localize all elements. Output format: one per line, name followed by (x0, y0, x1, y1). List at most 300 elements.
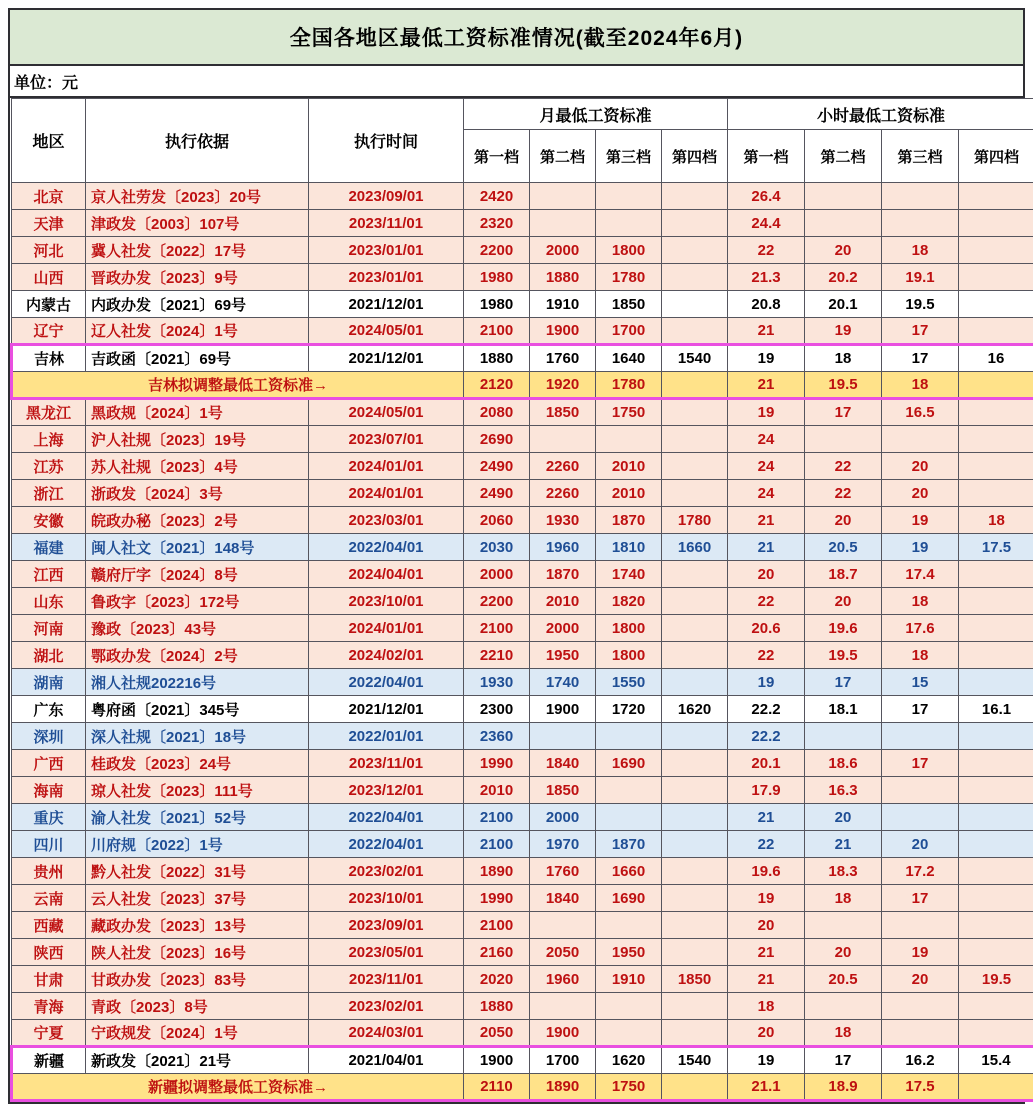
monthly-tier1-cell: 2200 (464, 588, 530, 615)
hourly-tier2-cell: 18.9 (805, 1074, 882, 1101)
monthly-tier3-cell: 1690 (596, 750, 662, 777)
monthly-tier4-cell (662, 264, 728, 291)
hourly-tier1-cell: 21 (728, 534, 805, 561)
hourly-tier2-cell: 17 (805, 1047, 882, 1074)
basis-cell: 川府规〔2022〕1号 (86, 831, 309, 858)
hourly-tier3-cell: 17 (882, 750, 959, 777)
region-cell: 山东 (12, 588, 86, 615)
hourly-tier3-cell: 18 (882, 588, 959, 615)
hourly-tier4-cell (959, 399, 1033, 426)
table-row (12, 507, 1033, 534)
hourly-tier1-cell: 21 (728, 966, 805, 993)
hourly-tier4-cell (959, 588, 1033, 615)
monthly-tier1-cell: 1880 (464, 993, 530, 1020)
monthly-tier2-cell (530, 210, 596, 237)
monthly-tier4-cell (662, 237, 728, 264)
monthly-tier2-cell: 1850 (530, 399, 596, 426)
monthly-tier1-cell: 1880 (464, 345, 530, 372)
hourly-tier3-cell: 18 (882, 237, 959, 264)
monthly-tier2-cell: 1910 (530, 291, 596, 318)
date-cell: 2021/12/01 (309, 345, 464, 372)
monthly-tier2-cell (530, 723, 596, 750)
region-cell: 吉林 (12, 345, 86, 372)
monthly-tier3-cell: 1850 (596, 291, 662, 318)
monthly-tier4-cell (662, 1020, 728, 1047)
hourly-tier3-cell: 19 (882, 507, 959, 534)
hourly-tier4-cell (959, 858, 1033, 885)
table-row (12, 858, 1033, 885)
monthly-tier1-cell: 1980 (464, 291, 530, 318)
basis-cell: 苏人社规〔2023〕4号 (86, 453, 309, 480)
table-row (12, 1047, 1033, 1074)
hourly-tier2-cell: 20.5 (805, 534, 882, 561)
hourly-tier2-cell: 19.6 (805, 615, 882, 642)
date-cell: 2024/02/01 (309, 642, 464, 669)
basis-cell: 鄂政办发〔2024〕2号 (86, 642, 309, 669)
region-cell: 甘肃 (12, 966, 86, 993)
basis-cell: 鲁政字〔2023〕172号 (86, 588, 309, 615)
region-cell: 河北 (12, 237, 86, 264)
monthly-tier3-cell (596, 804, 662, 831)
table-header (12, 99, 1033, 183)
basis-cell: 甘政办发〔2023〕83号 (86, 966, 309, 993)
monthly-tier1-cell: 2110 (464, 1074, 530, 1101)
hourly-tier3-cell: 17 (882, 318, 959, 345)
monthly-tier4-cell (662, 318, 728, 345)
date-cell: 2024/01/01 (309, 480, 464, 507)
date-cell: 2023/05/01 (309, 939, 464, 966)
basis-cell: 云人社发〔2023〕37号 (86, 885, 309, 912)
monthly-tier1-cell: 1890 (464, 858, 530, 885)
monthly-tier2-cell: 1840 (530, 885, 596, 912)
date-cell: 2023/01/01 (309, 237, 464, 264)
hourly-tier2-cell: 19 (805, 318, 882, 345)
adjust-row (12, 372, 1033, 399)
monthly-tier4-cell (662, 210, 728, 237)
hourly-tier2-cell: 20.2 (805, 264, 882, 291)
monthly-tier4-cell (662, 777, 728, 804)
hourly-tier4-cell (959, 885, 1033, 912)
region-cell: 深圳 (12, 723, 86, 750)
hourly-tier3-cell: 19 (882, 534, 959, 561)
table-row (12, 885, 1033, 912)
hourly-tier4-cell: 15.4 (959, 1047, 1033, 1074)
monthly-tier3-cell (596, 723, 662, 750)
hourly-tier3-cell: 19.1 (882, 264, 959, 291)
date-cell: 2023/01/01 (309, 264, 464, 291)
monthly-tier2-cell: 2010 (530, 588, 596, 615)
hourly-tier2-cell: 19.5 (805, 372, 882, 399)
hourly-tier4-cell: 19.5 (959, 966, 1033, 993)
table-row (12, 777, 1033, 804)
hourly-tier2-cell: 20 (805, 588, 882, 615)
hourly-tier3-cell (882, 993, 959, 1020)
hourly-tier4-cell (959, 291, 1033, 318)
basis-cell: 冀人社发〔2022〕17号 (86, 237, 309, 264)
hourly-tier1-cell: 18 (728, 993, 805, 1020)
table-row (12, 966, 1033, 993)
basis-cell: 宁政规发〔2024〕1号 (86, 1020, 309, 1047)
monthly-tier1-cell: 2050 (464, 1020, 530, 1047)
region-cell: 安徽 (12, 507, 86, 534)
basis-cell: 湘人社规202216号 (86, 669, 309, 696)
hourly-tier4-cell: 16.1 (959, 696, 1033, 723)
monthly-tier2-cell: 2000 (530, 804, 596, 831)
date-cell: 2024/04/01 (309, 561, 464, 588)
monthly-tier1-cell: 2300 (464, 696, 530, 723)
basis-cell: 京人社劳发〔2023〕20号 (86, 183, 309, 210)
col-group-monthly: 月最低工资标准 (464, 99, 728, 130)
hourly-tier1-cell: 20.6 (728, 615, 805, 642)
region-cell: 重庆 (12, 804, 86, 831)
monthly-tier4-cell (662, 858, 728, 885)
monthly-tier3-cell: 1750 (596, 1074, 662, 1101)
hourly-tier4-cell (959, 669, 1033, 696)
table-row (12, 588, 1033, 615)
col-header-monthly-tier1: 第一档 (464, 130, 530, 183)
basis-cell: 辽人社发〔2024〕1号 (86, 318, 309, 345)
hourly-tier1-cell: 20 (728, 912, 805, 939)
wage-table (10, 98, 1033, 1102)
hourly-tier2-cell: 20 (805, 804, 882, 831)
monthly-tier2-cell: 1840 (530, 750, 596, 777)
hourly-tier3-cell: 17.2 (882, 858, 959, 885)
hourly-tier2-cell (805, 210, 882, 237)
monthly-tier1-cell: 1990 (464, 885, 530, 912)
hourly-tier4-cell (959, 210, 1033, 237)
monthly-tier3-cell (596, 210, 662, 237)
hourly-tier1-cell: 21 (728, 804, 805, 831)
monthly-tier3-cell (596, 426, 662, 453)
minimum-wage-sheet (8, 8, 1025, 1104)
hourly-tier3-cell (882, 777, 959, 804)
monthly-tier3-cell (596, 1020, 662, 1047)
monthly-tier2-cell: 1900 (530, 696, 596, 723)
monthly-tier1-cell: 2200 (464, 237, 530, 264)
region-cell: 山西 (12, 264, 86, 291)
monthly-tier3-cell: 1550 (596, 669, 662, 696)
date-cell: 2022/04/01 (309, 804, 464, 831)
monthly-tier1-cell: 2490 (464, 480, 530, 507)
hourly-tier1-cell: 19 (728, 669, 805, 696)
table-row (12, 669, 1033, 696)
hourly-tier1-cell: 22 (728, 588, 805, 615)
monthly-tier4-cell (662, 831, 728, 858)
monthly-tier4-cell (662, 642, 728, 669)
monthly-tier3-cell: 1820 (596, 588, 662, 615)
monthly-tier3-cell: 2010 (596, 453, 662, 480)
monthly-tier4-cell (662, 399, 728, 426)
hourly-tier1-cell: 17.9 (728, 777, 805, 804)
monthly-tier3-cell: 1700 (596, 318, 662, 345)
hourly-tier2-cell: 18 (805, 345, 882, 372)
hourly-tier4-cell (959, 642, 1033, 669)
region-cell: 四川 (12, 831, 86, 858)
hourly-tier2-cell: 20 (805, 507, 882, 534)
date-cell: 2023/09/01 (309, 912, 464, 939)
monthly-tier1-cell: 1980 (464, 264, 530, 291)
hourly-tier2-cell (805, 723, 882, 750)
hourly-tier4-cell (959, 264, 1033, 291)
date-cell: 2024/05/01 (309, 399, 464, 426)
monthly-tier2-cell (530, 426, 596, 453)
hourly-tier3-cell: 20 (882, 453, 959, 480)
hourly-tier2-cell: 20.1 (805, 291, 882, 318)
hourly-tier4-cell (959, 1020, 1033, 1047)
hourly-tier1-cell: 21.3 (728, 264, 805, 291)
region-cell: 黑龙江 (12, 399, 86, 426)
hourly-tier4-cell (959, 318, 1033, 345)
monthly-tier4-cell (662, 993, 728, 1020)
monthly-tier3-cell: 1690 (596, 885, 662, 912)
monthly-tier2-cell: 1900 (530, 1020, 596, 1047)
date-cell: 2022/01/01 (309, 723, 464, 750)
monthly-tier3-cell: 1660 (596, 858, 662, 885)
date-cell: 2022/04/01 (309, 669, 464, 696)
monthly-tier4-cell (662, 615, 728, 642)
monthly-tier3-cell: 1870 (596, 507, 662, 534)
hourly-tier2-cell: 21 (805, 831, 882, 858)
hourly-tier1-cell: 19 (728, 1047, 805, 1074)
hourly-tier3-cell: 20 (882, 831, 959, 858)
basis-cell: 桂政发〔2023〕24号 (86, 750, 309, 777)
hourly-tier1-cell: 22 (728, 237, 805, 264)
monthly-tier2-cell: 2050 (530, 939, 596, 966)
hourly-tier2-cell (805, 993, 882, 1020)
hourly-tier2-cell: 18 (805, 1020, 882, 1047)
monthly-tier1-cell: 2100 (464, 912, 530, 939)
region-cell: 广西 (12, 750, 86, 777)
hourly-tier2-cell (805, 912, 882, 939)
hourly-tier2-cell: 22 (805, 453, 882, 480)
hourly-tier3-cell: 19.5 (882, 291, 959, 318)
date-cell: 2023/07/01 (309, 426, 464, 453)
basis-cell: 黑政规〔2024〕1号 (86, 399, 309, 426)
unit-label: 单位：元 (10, 66, 1023, 98)
hourly-tier1-cell: 21 (728, 318, 805, 345)
monthly-tier2-cell: 1970 (530, 831, 596, 858)
basis-cell: 浙政发〔2024〕3号 (86, 480, 309, 507)
monthly-tier3-cell (596, 993, 662, 1020)
region-cell: 江苏 (12, 453, 86, 480)
hourly-tier1-cell: 24 (728, 480, 805, 507)
hourly-tier3-cell: 17 (882, 885, 959, 912)
monthly-tier3-cell: 1750 (596, 399, 662, 426)
monthly-tier1-cell: 2160 (464, 939, 530, 966)
monthly-tier3-cell: 1910 (596, 966, 662, 993)
basis-cell: 黔人社发〔2022〕31号 (86, 858, 309, 885)
hourly-tier3-cell: 16.5 (882, 399, 959, 426)
monthly-tier2-cell: 1930 (530, 507, 596, 534)
basis-cell: 内政办发〔2021〕69号 (86, 291, 309, 318)
monthly-tier2-cell: 1870 (530, 561, 596, 588)
table-row (12, 426, 1033, 453)
region-cell: 云南 (12, 885, 86, 912)
monthly-tier3-cell: 1800 (596, 237, 662, 264)
date-cell: 2023/10/01 (309, 885, 464, 912)
table-row (12, 399, 1033, 426)
hourly-tier4-cell (959, 372, 1033, 399)
date-cell: 2022/04/01 (309, 831, 464, 858)
hourly-tier3-cell: 20 (882, 480, 959, 507)
monthly-tier4-cell (662, 561, 728, 588)
basis-cell: 琼人社发〔2023〕111号 (86, 777, 309, 804)
monthly-tier2-cell: 2000 (530, 237, 596, 264)
monthly-tier3-cell: 1950 (596, 939, 662, 966)
monthly-tier3-cell (596, 183, 662, 210)
hourly-tier4-cell (959, 939, 1033, 966)
monthly-tier1-cell: 1930 (464, 669, 530, 696)
monthly-tier2-cell: 1900 (530, 318, 596, 345)
monthly-tier1-cell: 2490 (464, 453, 530, 480)
date-cell: 2024/03/01 (309, 1020, 464, 1047)
monthly-tier4-cell (662, 426, 728, 453)
monthly-tier3-cell: 1800 (596, 642, 662, 669)
table-row (12, 804, 1033, 831)
adjust-label-cell: 新疆拟调整最低工资标准→ (12, 1074, 464, 1101)
monthly-tier4-cell: 1540 (662, 1047, 728, 1074)
hourly-tier4-cell (959, 912, 1033, 939)
monthly-tier2-cell: 2260 (530, 480, 596, 507)
region-cell: 宁夏 (12, 1020, 86, 1047)
date-cell: 2024/01/01 (309, 615, 464, 642)
monthly-tier1-cell: 2010 (464, 777, 530, 804)
monthly-tier2-cell: 1890 (530, 1074, 596, 1101)
monthly-tier4-cell: 1850 (662, 966, 728, 993)
adjust-label-cell: 吉林拟调整最低工资标准→ (12, 372, 464, 399)
hourly-tier4-cell (959, 723, 1033, 750)
monthly-tier2-cell: 1740 (530, 669, 596, 696)
col-group-hourly: 小时最低工资标准 (728, 99, 1033, 130)
hourly-tier3-cell (882, 183, 959, 210)
table-row (12, 642, 1033, 669)
hourly-tier3-cell (882, 723, 959, 750)
monthly-tier4-cell (662, 183, 728, 210)
hourly-tier3-cell: 18 (882, 642, 959, 669)
hourly-tier3-cell (882, 912, 959, 939)
table-row (12, 696, 1033, 723)
hourly-tier1-cell: 21 (728, 939, 805, 966)
hourly-tier2-cell: 19.5 (805, 642, 882, 669)
monthly-tier1-cell: 2060 (464, 507, 530, 534)
monthly-tier4-cell (662, 885, 728, 912)
table-row (12, 237, 1033, 264)
monthly-tier2-cell: 2260 (530, 453, 596, 480)
basis-cell: 沪人社规〔2023〕19号 (86, 426, 309, 453)
hourly-tier2-cell (805, 183, 882, 210)
hourly-tier1-cell: 19 (728, 885, 805, 912)
monthly-tier3-cell: 1810 (596, 534, 662, 561)
basis-cell: 吉政函〔2021〕69号 (86, 345, 309, 372)
region-cell: 新疆 (12, 1047, 86, 1074)
monthly-tier1-cell: 1990 (464, 750, 530, 777)
date-cell: 2023/12/01 (309, 777, 464, 804)
hourly-tier1-cell: 21 (728, 507, 805, 534)
hourly-tier2-cell: 20 (805, 939, 882, 966)
hourly-tier1-cell: 22.2 (728, 723, 805, 750)
adjust-row (12, 1074, 1033, 1101)
date-cell: 2022/04/01 (309, 534, 464, 561)
monthly-tier2-cell (530, 912, 596, 939)
col-header-basis: 执行依据 (86, 99, 309, 183)
region-cell: 西藏 (12, 912, 86, 939)
hourly-tier4-cell (959, 831, 1033, 858)
monthly-tier1-cell: 2030 (464, 534, 530, 561)
date-cell: 2023/02/01 (309, 993, 464, 1020)
page-title: 全国各地区最低工资标准情况(截至2024年6月) (10, 10, 1023, 66)
table-row (12, 831, 1033, 858)
basis-cell: 青政〔2023〕8号 (86, 993, 309, 1020)
hourly-tier1-cell: 21 (728, 372, 805, 399)
monthly-tier2-cell: 1850 (530, 777, 596, 804)
hourly-tier3-cell: 17.6 (882, 615, 959, 642)
region-cell: 河南 (12, 615, 86, 642)
hourly-tier3-cell: 18 (882, 372, 959, 399)
hourly-tier1-cell: 20.8 (728, 291, 805, 318)
hourly-tier4-cell (959, 615, 1033, 642)
date-cell: 2021/04/01 (309, 1047, 464, 1074)
monthly-tier3-cell (596, 777, 662, 804)
monthly-tier1-cell: 2080 (464, 399, 530, 426)
monthly-tier1-cell: 2100 (464, 831, 530, 858)
monthly-tier2-cell: 1950 (530, 642, 596, 669)
hourly-tier1-cell: 24.4 (728, 210, 805, 237)
col-header-monthly-tier2: 第二档 (530, 130, 596, 183)
table-row (12, 723, 1033, 750)
monthly-tier4-cell (662, 750, 728, 777)
monthly-tier4-cell (662, 669, 728, 696)
hourly-tier4-cell (959, 777, 1033, 804)
monthly-tier2-cell: 1760 (530, 858, 596, 885)
monthly-tier2-cell: 1700 (530, 1047, 596, 1074)
hourly-tier3-cell: 17.5 (882, 1074, 959, 1101)
hourly-tier3-cell: 17 (882, 696, 959, 723)
hourly-tier2-cell: 16.3 (805, 777, 882, 804)
hourly-tier2-cell: 18 (805, 885, 882, 912)
monthly-tier1-cell: 2100 (464, 615, 530, 642)
region-cell: 贵州 (12, 858, 86, 885)
hourly-tier3-cell: 19 (882, 939, 959, 966)
date-cell: 2024/05/01 (309, 318, 464, 345)
hourly-tier1-cell: 21.1 (728, 1074, 805, 1101)
region-cell: 北京 (12, 183, 86, 210)
hourly-tier1-cell: 24 (728, 453, 805, 480)
monthly-tier4-cell (662, 939, 728, 966)
hourly-tier1-cell: 20.1 (728, 750, 805, 777)
table-row (12, 453, 1033, 480)
monthly-tier4-cell (662, 804, 728, 831)
table-row (12, 615, 1033, 642)
date-cell: 2023/11/01 (309, 966, 464, 993)
monthly-tier4-cell: 1660 (662, 534, 728, 561)
hourly-tier1-cell: 20 (728, 561, 805, 588)
col-header-hourly-tier1: 第一档 (728, 130, 805, 183)
basis-cell: 渝人社发〔2021〕52号 (86, 804, 309, 831)
monthly-tier1-cell: 2320 (464, 210, 530, 237)
monthly-tier1-cell: 2690 (464, 426, 530, 453)
basis-cell: 新政发〔2021〕21号 (86, 1047, 309, 1074)
basis-cell: 粤府函〔2021〕345号 (86, 696, 309, 723)
hourly-tier3-cell: 17.4 (882, 561, 959, 588)
monthly-tier2-cell: 2000 (530, 615, 596, 642)
monthly-tier1-cell: 2210 (464, 642, 530, 669)
hourly-tier4-cell (959, 1074, 1033, 1101)
hourly-tier1-cell: 19.6 (728, 858, 805, 885)
hourly-tier2-cell: 20.5 (805, 966, 882, 993)
col-header-monthly-tier3: 第三档 (596, 130, 662, 183)
hourly-tier4-cell (959, 237, 1033, 264)
hourly-tier2-cell: 17 (805, 399, 882, 426)
